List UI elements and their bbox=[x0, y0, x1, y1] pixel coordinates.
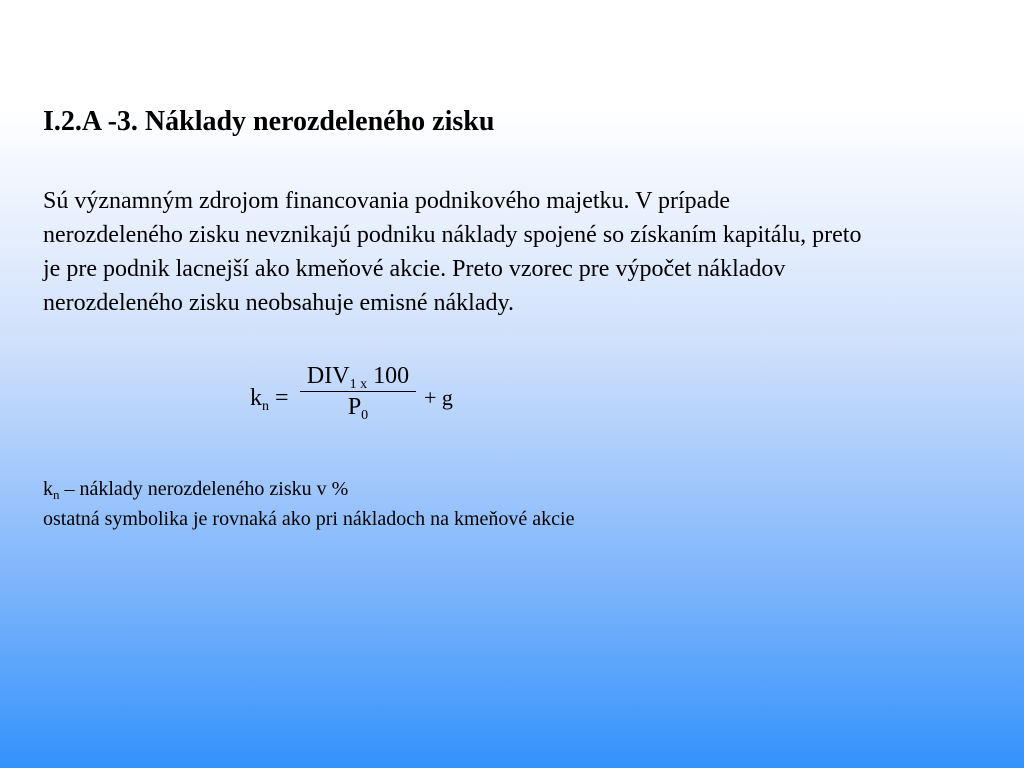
numerator-main: DIV bbox=[306, 363, 350, 389]
body-paragraph bbox=[43, 184, 1018, 320]
formula-lhs-symbol: k bbox=[250, 385, 262, 411]
formula-legend bbox=[43, 474, 574, 534]
paragraph-line: je pre podnik lacnejší ako kmeňové akcie. Preto vzorec pre výpočet nákladov bbox=[43, 256, 786, 282]
denominator-main: P bbox=[347, 394, 362, 420]
formula-lhs bbox=[250, 384, 289, 412]
formula-denominator bbox=[300, 394, 416, 423]
paragraph-line: nerozdeleného zisku neobsahuje emisné náklady. bbox=[43, 290, 514, 316]
denominator-subscript: 0 bbox=[361, 408, 369, 423]
slide-title: I.2.A -3. Náklady nerozdeleného zisku bbox=[43, 106, 495, 137]
formula-fraction bbox=[300, 362, 416, 423]
numerator-tail: 100 bbox=[373, 363, 410, 389]
formula-equals: = bbox=[275, 385, 289, 411]
legend-line-kn bbox=[43, 474, 574, 504]
legend-line-other: ostatná symbolika je rovnaká ako pri nákladoch na kmeňové akcie bbox=[43, 508, 575, 530]
paragraph-line: Sú významným zdrojom financovania podnikového majetku. V prípade bbox=[43, 188, 730, 214]
legend-symbol: k bbox=[43, 478, 53, 500]
paragraph-line: nerozdeleného zisku nevznikajú podniku náklady spojené so získaním kapitálu, preto bbox=[43, 222, 862, 248]
numerator-subscript: 1 x bbox=[349, 377, 368, 392]
legend-subscript: n bbox=[53, 487, 60, 502]
formula-lhs-subscript: n bbox=[262, 399, 269, 414]
formula-rhs: + g bbox=[424, 385, 453, 410]
formula-numerator bbox=[300, 362, 416, 390]
legend-description: – náklady nerozdeleného zisku v % bbox=[59, 478, 349, 500]
